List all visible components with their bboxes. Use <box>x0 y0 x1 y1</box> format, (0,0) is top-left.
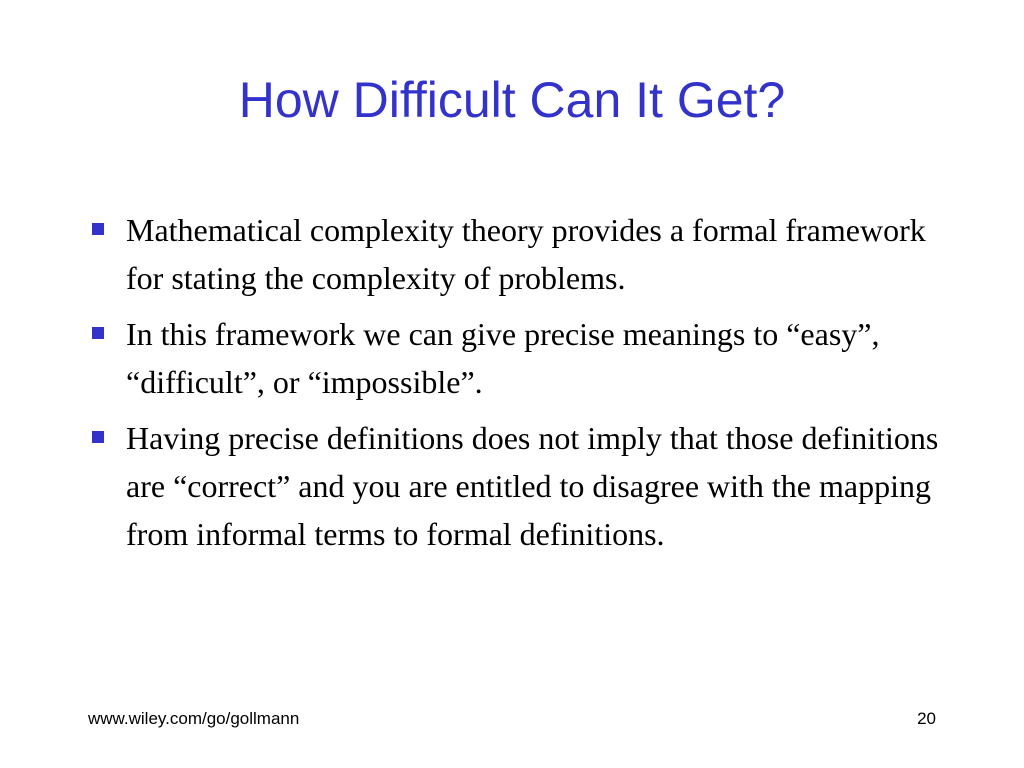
square-bullet-icon <box>92 431 104 443</box>
bullet-text: Having precise definitions does not imply that those definitions are “correct” and you are entitled to disagree with the mapping from informal terms to formal definitions. <box>126 420 939 552</box>
footer-url: www.wiley.com/go/gollmann <box>88 709 300 728</box>
square-bullet-icon <box>92 327 104 339</box>
square-bullet-icon <box>92 223 104 235</box>
bullet-item <box>90 206 950 302</box>
bullet-text: In this framework we can give precise meanings to “easy”, “difficult”, or “impossible”. <box>126 316 880 400</box>
bullet-item <box>90 310 950 406</box>
page-number: 20 <box>917 709 936 728</box>
bullet-item <box>90 414 950 558</box>
bullet-list <box>90 206 950 566</box>
bullet-text: Mathematical complexity theory provides a formal framework for stating the complexity of problems. <box>126 212 926 296</box>
slide-title: How Difficult Can It Get? <box>238 72 786 128</box>
